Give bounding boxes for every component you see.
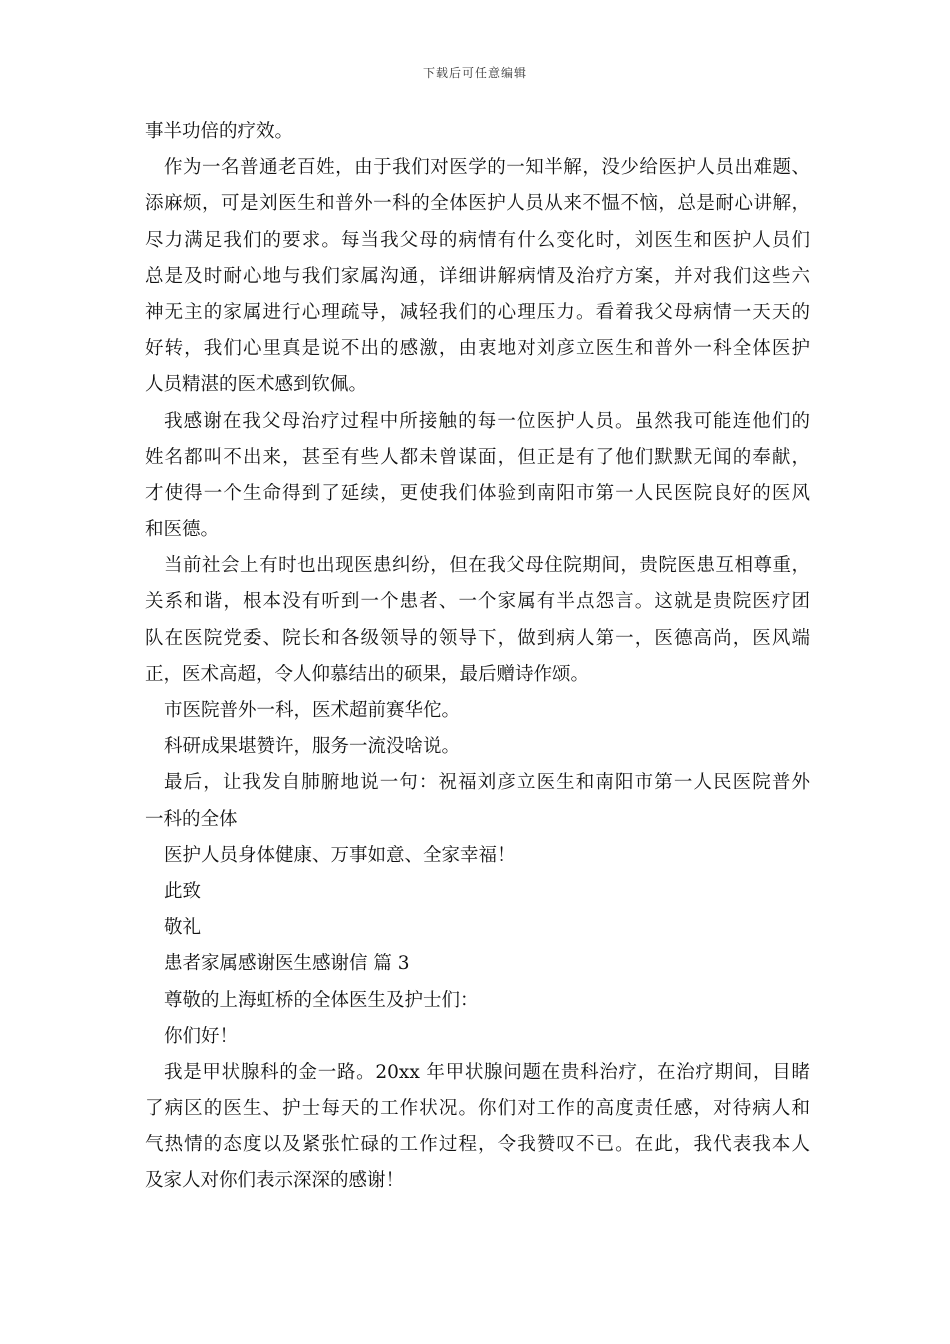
text-line: 关系和谐，根本没有听到一个患者、一个家属有半点怨言。这就是贵院医疗团 <box>145 591 810 613</box>
text-line: 添麻烦，可是刘医生和普外一科的全体医护人员从来不愠不恼，总是耐心讲解， <box>145 193 810 215</box>
text-line: 作为一名普通老百姓，由于我们对医学的一知半解，没少给医护人员出难题、 <box>164 157 810 179</box>
text-line: 和医德。 <box>145 519 220 541</box>
text-line: 及家人对你们表示深深的感谢！ <box>145 1170 405 1192</box>
text-line: 了病区的医生、护士每天的工作状况。你们对工作的高度责任感，对待病人和 <box>145 1098 810 1120</box>
document-body <box>145 114 810 1200</box>
text-line: 神无主的家属进行心理疏导，减轻我们的心理压力。看着我父母病情一天天的 <box>145 301 810 323</box>
text-line: 才使得一个生命得到了延续，更使我们体验到南阳市第一人民医院良好的医风 <box>145 482 810 504</box>
text-line: 敬礼 <box>164 917 202 939</box>
text-line: 你们好！ <box>164 1025 239 1047</box>
text-line: 尊敬的上海虹桥的全体医生及护士们： <box>164 989 479 1011</box>
text-line: 我是甲状腺科的金一路。20xx 年甲状腺问题在贵科治疗，在治疗期间，目睹 <box>164 1061 810 1083</box>
text-line: 我感谢在我父母治疗过程中所接触的每一位医护人员。虽然我可能连他们的 <box>164 410 810 432</box>
text-line: 好转，我们心里真是说不出的感激，由衷地对刘彦立医生和普外一科全体医护 <box>145 338 810 360</box>
text-line: 最后，让我发自肺腑地说一句：祝福刘彦立医生和南阳市第一人民医院普外 <box>164 772 810 794</box>
page-header-note: 下载后可任意编辑 <box>422 66 527 80</box>
text-line: 姓名都叫不出来，甚至有些人都未曾谋面，但正是有了他们默默无闻的奉献， <box>145 446 810 468</box>
text-line: 人员精湛的医术感到钦佩。 <box>145 374 368 396</box>
text-line: 医护人员身体健康、万事如意、全家幸福！ <box>164 844 516 866</box>
text-line: 尽力满足我们的要求。每当我父母的病情有什么变化时，刘医生和医护人员们 <box>145 229 810 251</box>
text-line: 队在医院党委、院长和各级领导的领导下，做到病人第一，医德高尚，医风端 <box>145 627 810 649</box>
text-line: 正，医术高超，令人仰慕结出的硕果，最后赠诗作颂。 <box>145 663 590 685</box>
text-line: 气热情的态度以及紧张忙碌的工作过程，令我赞叹不已。在此，我代表我本人 <box>145 1134 810 1156</box>
text-line: 一科的全体 <box>145 808 238 830</box>
text-line: 事半功倍的疗效。 <box>145 121 294 142</box>
text-line: 此致 <box>164 880 202 902</box>
text-line: 市医院普外一科，医术超前赛华佗。 <box>164 700 461 721</box>
text-line: 科研成果堪赞许，服务一流没啥说。 <box>164 736 461 758</box>
text-line: 总是及时耐心地与我们家属沟通，详细讲解病情及治疗方案，并对我们这些六 <box>145 265 810 287</box>
section-heading: 患者家属感谢医生感谢信 篇 3 <box>164 953 410 975</box>
text-line: 当前社会上有时也出现医患纠纷，但在我父母住院期间，贵院医患互相尊重， <box>164 555 810 577</box>
